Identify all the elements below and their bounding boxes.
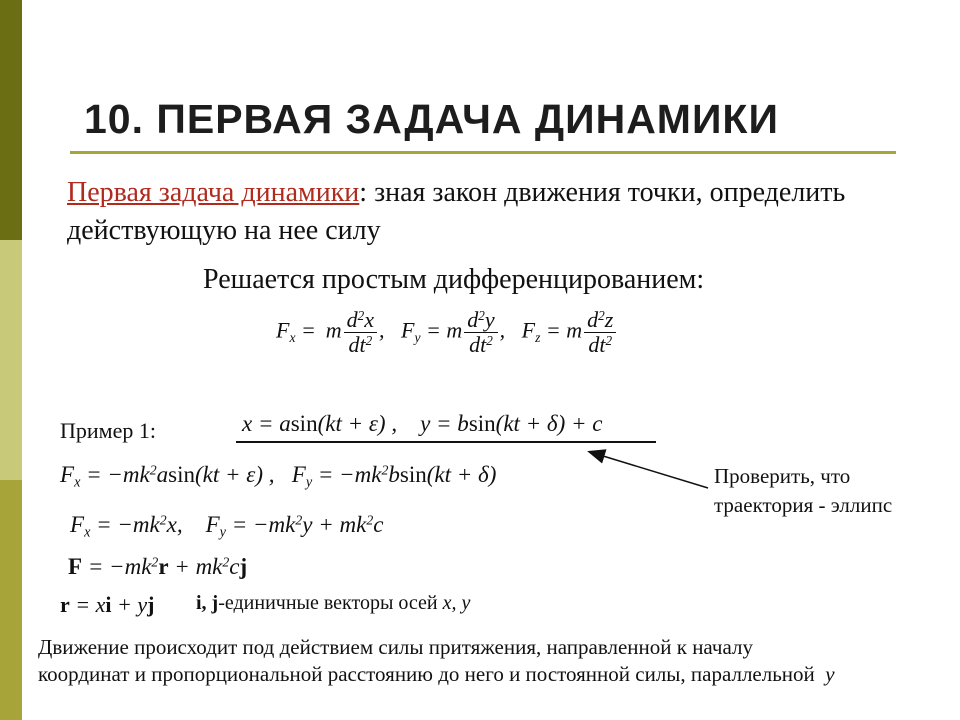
slide-title: 10. ПЕРВАЯ ЗАДАЧА ДИНАМИКИ: [84, 96, 779, 142]
formula-force-vector: $F = -mk^2r + mk^2cj$: [68, 554, 248, 579]
axes-symbols: x, y: [442, 592, 471, 614]
formula-motion-law: x = asin(kt + ε) , y = bsin(kt + δ) + c: [242, 411, 603, 436]
unit-vectors-symbols: i, j: [196, 592, 219, 614]
lead-text: Решается простым дифференцированием:: [203, 264, 705, 295]
conclusion-line1: Движение происходит под действием силы притяжения, направленной к началу: [38, 635, 753, 659]
definition-text: : зная закон движения точки, определить действующую на нее силу: [67, 177, 846, 246]
conclusion-line2: координат и пропорциональной расстоянию до него и постоянной силы, параллельной: [38, 662, 815, 686]
conclusion: [38, 634, 958, 688]
check-note-line1: Проверить, что: [714, 464, 851, 488]
definition-term: Первая задача динамики: [67, 177, 360, 208]
conclusion-var: y: [825, 662, 835, 686]
formula-radius-vector: r = xi + yj: [60, 592, 155, 617]
formula-forces: $F_x = -mk^2asin(kt + \varepsilon)$ , $F_y = -mk^2bsin(kt + \delta)$: [60, 462, 497, 491]
check-note-line2: траектория - эллипс: [714, 493, 893, 517]
formula-forces-simplified: $F_x = -mk^2x$, $F_y = -mk^2y + mk^2c$: [70, 512, 384, 541]
example-label: Пример 1:: [60, 418, 156, 443]
formula-newton-components: $F_x = m$ $\frac{d^2x}{dt^2}$ , $F_y = m$ $\frac{d^2y}{dt^2}$ , $F_z = m$ $\frac{d^2z}{dt^2}$: [276, 308, 618, 357]
unit-vectors-text: -единичные векторы осей: [218, 592, 438, 614]
